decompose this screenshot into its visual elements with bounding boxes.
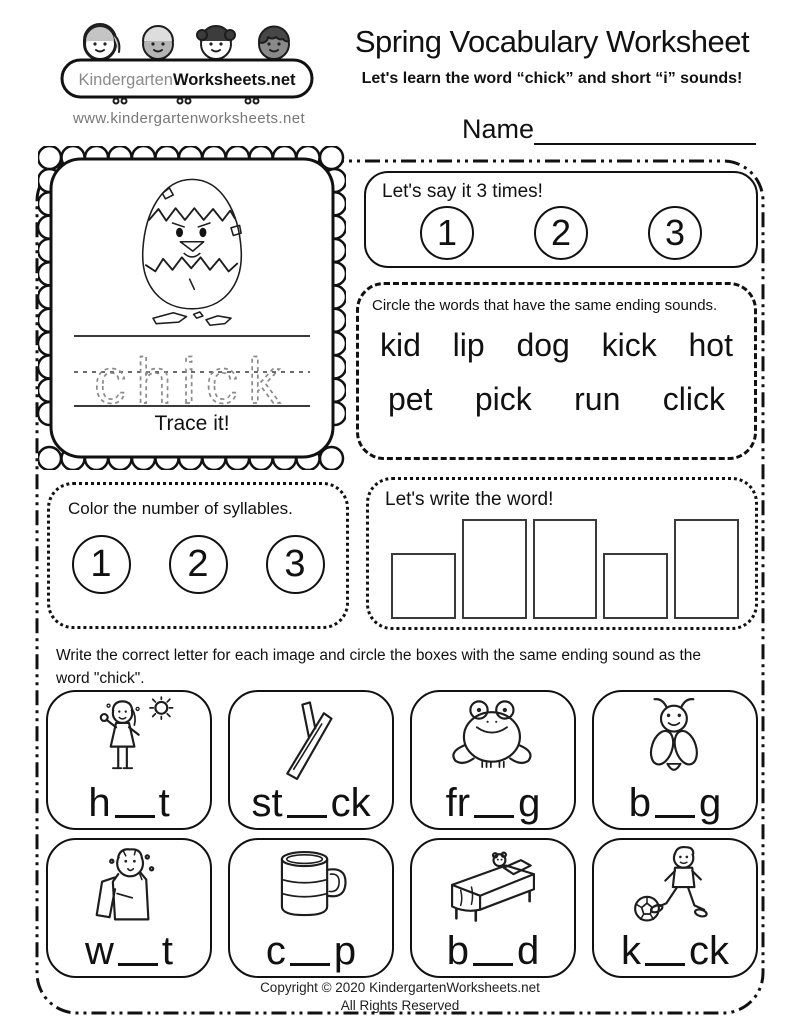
- syllable-circles: [68, 535, 328, 594]
- count-circle-2: 2: [534, 206, 588, 260]
- word-prefix: st: [251, 781, 283, 825]
- word-card-frog: [410, 690, 576, 830]
- word-card-bug: [592, 690, 758, 830]
- page-subtitle: Let's learn the word “chick” and short “i” sounds!: [361, 70, 743, 87]
- word-suffix: g: [699, 781, 722, 825]
- word-prefix: h: [88, 781, 111, 825]
- bug-icon: [624, 695, 726, 781]
- word-run: run: [574, 381, 621, 417]
- word-hot: hot: [688, 327, 733, 363]
- count-circle-3: 3: [648, 206, 702, 260]
- word-row-1: [372, 327, 741, 364]
- letter-blank: [473, 959, 513, 966]
- word-prefix: b: [446, 929, 469, 973]
- syllables-instruction: Color the number of syllables.: [68, 499, 293, 518]
- letter-boxes: [385, 515, 739, 619]
- word-row-2: [372, 381, 741, 418]
- word-card-wet: [46, 838, 212, 978]
- exercise-instruction-line2: word "chick".: [56, 670, 145, 688]
- hot-girl-icon: [78, 695, 180, 781]
- word-card-hot: [46, 690, 212, 830]
- letter-box-4: [603, 553, 668, 619]
- wet-boy-icon: [78, 843, 180, 929]
- word-suffix: ck: [330, 781, 371, 825]
- word-prefix: fr: [445, 781, 471, 825]
- rights-line: All Rights Reserved: [340, 998, 460, 1014]
- syllable-circle-2: 2: [169, 535, 228, 594]
- letter-box-5: [674, 519, 739, 619]
- word-card-bed: [410, 838, 576, 978]
- exercise-instruction-line1: Write the correct letter for each image and circle the boxes with the same ending sound as the: [56, 647, 702, 664]
- fill-word-kick: [621, 929, 729, 973]
- write-word-title: Let's write the word!: [385, 489, 554, 510]
- trace-section: [38, 146, 346, 470]
- word-prefix: w: [84, 929, 114, 973]
- stick-icon: [260, 695, 362, 781]
- word-kid: kid: [380, 327, 421, 363]
- name-label: Name: [462, 114, 535, 144]
- letter-box-2: [462, 519, 527, 619]
- count-circles: [382, 206, 740, 260]
- fill-word-bed: [447, 929, 540, 973]
- logo-text-light: Kindergarten: [78, 71, 173, 89]
- word-click: click: [662, 381, 725, 417]
- letter-box-1: [391, 553, 456, 619]
- bed-icon: [442, 843, 544, 929]
- exercise-instruction: [56, 644, 762, 691]
- word-cards: [46, 690, 758, 978]
- fill-word-wet: [85, 929, 173, 973]
- trace-word: chick: [94, 345, 290, 410]
- letter-box-3: [533, 519, 598, 619]
- name-write-line: [534, 117, 756, 145]
- word-lip: lip: [452, 327, 485, 363]
- word-dog: dog: [516, 327, 570, 363]
- word-suffix: ck: [689, 929, 729, 973]
- trace-content: [54, 160, 330, 456]
- write-word-section: [366, 477, 758, 630]
- ending-sounds-section: [356, 282, 757, 460]
- syllable-circle-1: 1: [72, 535, 131, 594]
- svg-text:KindergartenWorksheets.net: [78, 71, 296, 89]
- word-suffix: t: [161, 929, 173, 973]
- logo-text-bold: Worksheets.net: [172, 71, 296, 89]
- word-card-stick: [228, 690, 394, 830]
- logo-url: www.kindergartenworksheets.net: [72, 110, 306, 127]
- footer: [40, 979, 760, 1015]
- page-title: Spring Vocabulary Worksheet: [354, 24, 750, 59]
- letter-blank: [115, 811, 155, 818]
- ending-sounds-instruction: Circle the words that have the same ending sounds.: [372, 297, 718, 314]
- kids-logo-icon: [58, 8, 316, 108]
- syllable-circle-3: 3: [266, 535, 325, 594]
- trace-word-guide: [66, 330, 318, 410]
- fill-word-bug: [629, 781, 722, 825]
- word-suffix: t: [158, 781, 170, 825]
- say-title: Let's say it 3 times!: [382, 181, 543, 202]
- copyright-line: Copyright © 2020 KindergartenWorksheets.net: [260, 980, 540, 995]
- fill-word-stick: [251, 781, 370, 825]
- word-card-cup: [228, 838, 394, 978]
- letter-blank: [655, 811, 695, 818]
- letter-blank: [118, 959, 158, 966]
- kick-boy-icon: [624, 843, 726, 929]
- word-pick: pick: [474, 381, 532, 417]
- word-prefix: b: [628, 781, 651, 825]
- word-prefix: k: [621, 929, 641, 973]
- say-three-times-section: [364, 171, 758, 268]
- title-block: [328, 24, 776, 88]
- word-suffix: p: [333, 929, 357, 973]
- word-suffix: g: [518, 781, 541, 825]
- letter-blank: [287, 811, 327, 818]
- letter-blank: [290, 959, 330, 966]
- letter-blank: [474, 811, 514, 818]
- cup-icon: [260, 843, 362, 929]
- syllables-section: [47, 482, 349, 629]
- site-logo: [58, 8, 320, 127]
- word-card-kick: [592, 838, 758, 978]
- fill-word-cup: [266, 929, 356, 973]
- count-circle-1: 1: [420, 206, 474, 260]
- word-suffix: d: [517, 929, 540, 973]
- frog-icon: [442, 695, 544, 781]
- fill-word-frog: [446, 781, 541, 825]
- hatching-chick-icon: [114, 170, 270, 326]
- fill-word-hot: [88, 781, 169, 825]
- trace-label: Trace it!: [154, 412, 230, 435]
- letter-blank: [645, 959, 685, 966]
- name-row: [462, 114, 756, 145]
- word-pet: pet: [388, 381, 433, 417]
- word-prefix: c: [265, 929, 286, 973]
- word-kick: kick: [601, 327, 657, 363]
